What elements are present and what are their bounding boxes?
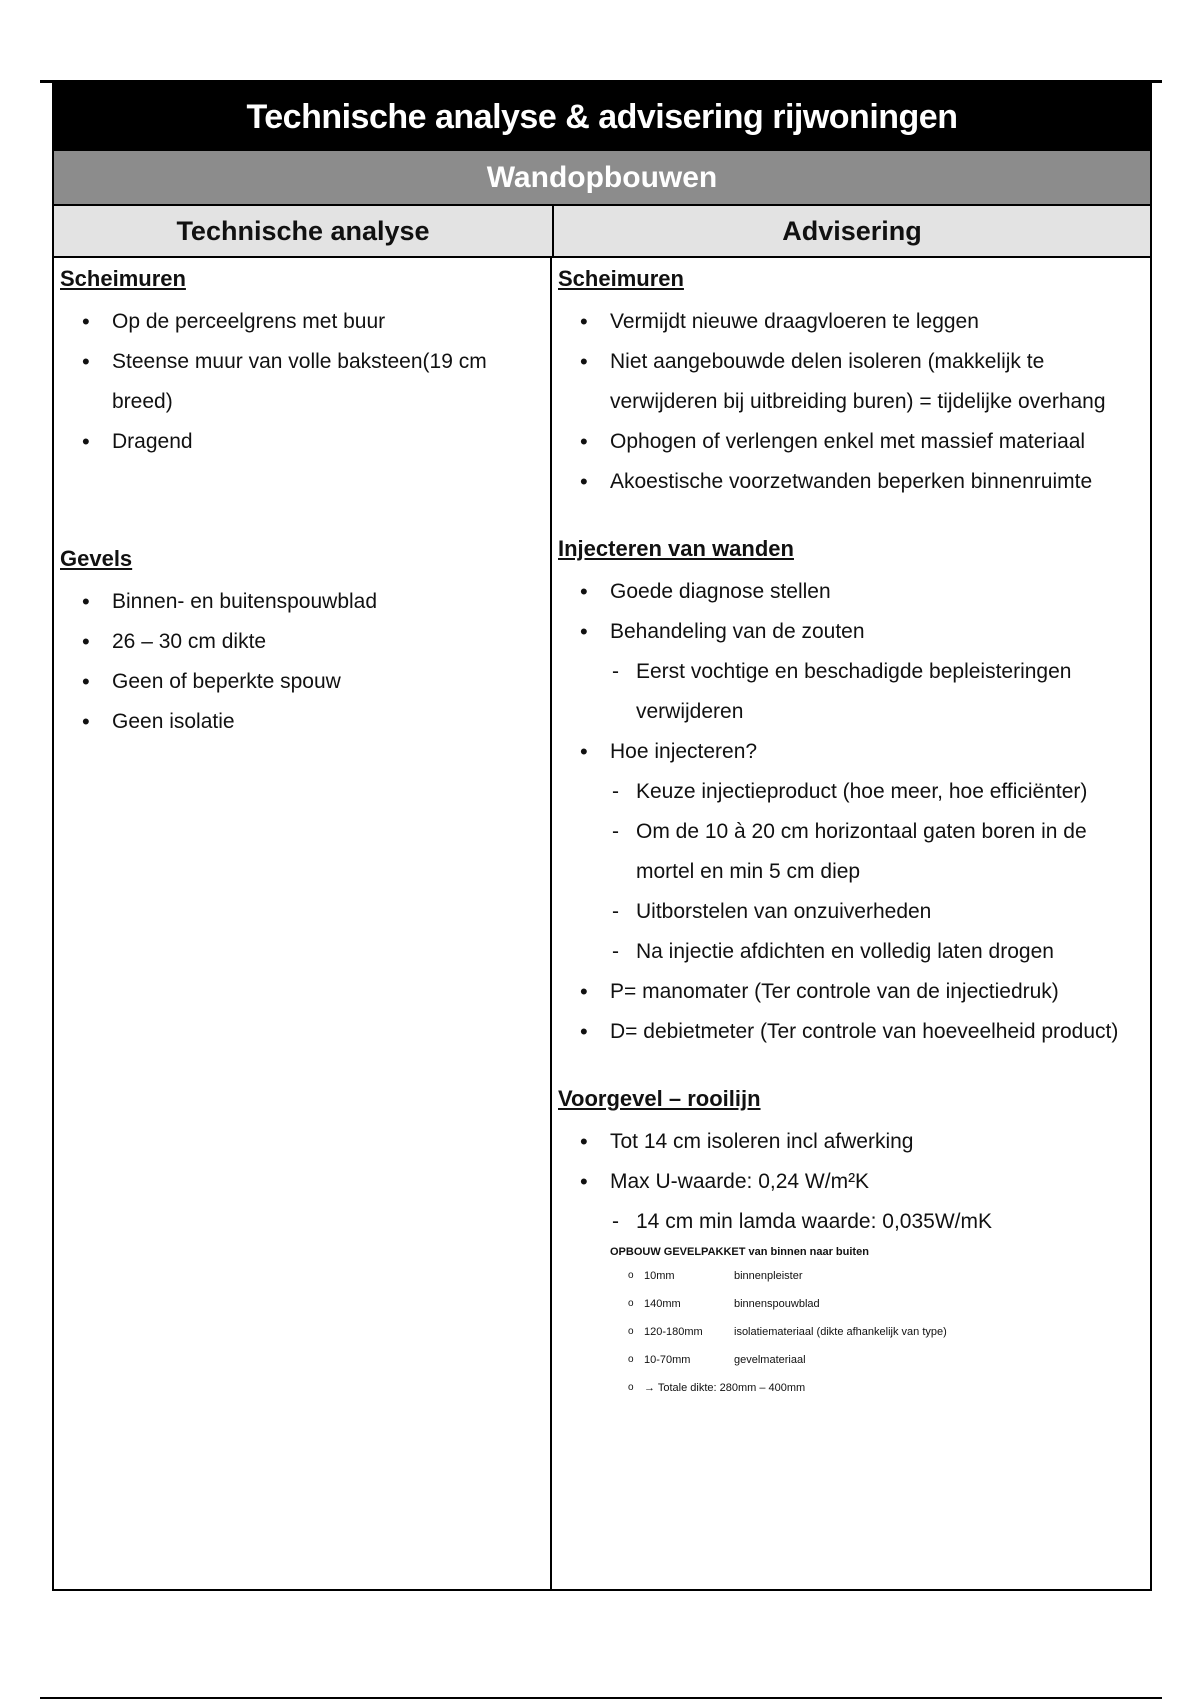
sub-list-item: - Uitborstelen van onzuiverheden: [610, 892, 1142, 932]
right-scheimuren-list: [558, 302, 1142, 502]
sub-list-item: - Keuze injectieproduct (hoe meer, hoe efficiënter): [610, 772, 1142, 812]
column-headers: [54, 206, 1150, 258]
list-item: • Akoestische voorzetwanden beperken binnenruimte: [558, 462, 1142, 502]
sub-list-item: - Eerst vochtige en beschadigde bepleisteringen verwijderen: [610, 652, 1142, 732]
list-item: • Geen of beperkte spouw: [60, 662, 544, 702]
layer-size: 120-180mm: [644, 1326, 703, 1338]
sub-list: [610, 652, 1142, 732]
advice-column: [552, 258, 1150, 1589]
list-item: • Steense muur van volle baksteen(19 cm breed): [60, 342, 544, 422]
list-item: • Tot 14 cm isoleren incl afwerking: [558, 1122, 1142, 1162]
list-item: • Niet aangebouwde delen isoleren (makkelijk te verwijderen bij uitbreiding buren) = tijdelijke overhang: [558, 342, 1142, 422]
right-scheimuren-heading: Scheimuren: [558, 266, 684, 291]
left-gevels-list: [60, 582, 544, 742]
analysis-column: [54, 258, 552, 1589]
list-item: • Binnen- en buitenspouwblad: [60, 582, 544, 622]
layer-size: 140mm: [644, 1298, 681, 1310]
column-header-advice: Advisering: [782, 215, 922, 246]
list-item: • Goede diagnose stellen: [558, 572, 1142, 612]
page-title: Technische analyse & advisering rijwoningen: [54, 84, 1150, 150]
list-item: [558, 1162, 1142, 1242]
table-body: [54, 258, 1150, 1589]
left-scheimuren-list: [60, 302, 544, 462]
list-item-text: Behandeling van de zouten: [610, 620, 865, 643]
sub-list: [610, 772, 1142, 972]
bottom-rule: [40, 1697, 1162, 1699]
list-item: • P= manomater (Ter controle van de injectiedruk): [558, 972, 1142, 1012]
gevelpakket-row: [610, 1290, 1142, 1318]
circle-bullet-icon: o: [628, 1382, 634, 1393]
layer-material: binnenpleister: [734, 1270, 803, 1282]
list-item: [558, 612, 1142, 732]
list-item: • Ophogen of verlengen enkel met massief materiaal: [558, 422, 1142, 462]
sub-list-item: - Na injectie afdichten en volledig laten drogen: [610, 932, 1142, 972]
gevelpakket-total-row: [610, 1374, 1142, 1402]
voorgevel-list: [558, 1122, 1142, 1242]
gevelpakket-block: [610, 1242, 1142, 1402]
layer-size: 10mm: [644, 1270, 675, 1282]
list-item: • Vermijdt nieuwe draagvloeren te leggen: [558, 302, 1142, 342]
layer-material: gevelmateriaal: [734, 1354, 806, 1366]
sub-list: [610, 1202, 1142, 1242]
voorgevel-heading: Voorgevel – rooilijn: [558, 1086, 761, 1111]
list-item-text: Max U-waarde: 0,24 W/m²K: [610, 1170, 870, 1193]
column-header-analysis: Technische analyse: [54, 206, 554, 256]
injecteren-heading: Injecteren van wanden: [558, 536, 794, 561]
layer-material: binnenspouwblad: [734, 1298, 820, 1310]
list-item: • D= debietmeter (Ter controle van hoeveelheid product): [558, 1012, 1142, 1052]
circle-bullet-icon: o: [628, 1354, 634, 1365]
section-subtitle: Wandopbouwen: [54, 150, 1150, 206]
left-scheimuren-heading: Scheimuren: [60, 266, 186, 291]
layer-material: isolatiemateriaal (dikte afhankelijk van type): [734, 1326, 947, 1338]
list-item-text: Hoe injecteren?: [610, 740, 758, 763]
gevelpakket-row: [610, 1346, 1142, 1374]
layer-size: 10-70mm: [644, 1354, 691, 1366]
injecteren-list: [558, 572, 1142, 1052]
circle-bullet-icon: o: [628, 1326, 634, 1337]
analysis-table: [52, 82, 1152, 1591]
gevelpakket-title: OPBOUW GEVELPAKKET van binnen naar buiten: [610, 1246, 869, 1258]
list-item: • Op de perceelgrens met buur: [60, 302, 544, 342]
sub-list-item: - 14 cm min lamda waarde: 0,035W/mK: [610, 1202, 1142, 1242]
list-item: • Geen isolatie: [60, 702, 544, 742]
gevelpakket-row: [610, 1318, 1142, 1346]
list-item: [558, 732, 1142, 972]
list-item: • 26 – 30 cm dikte: [60, 622, 544, 662]
circle-bullet-icon: o: [628, 1298, 634, 1309]
left-gevels-heading: Gevels: [60, 546, 133, 571]
total-thickness: → Totale dikte: 280mm – 400mm: [644, 1382, 806, 1394]
circle-bullet-icon: o: [628, 1270, 634, 1281]
list-item: • Dragend: [60, 422, 544, 462]
sub-list-item: - Om de 10 à 20 cm horizontaal gaten boren in de mortel en min 5 cm diep: [610, 812, 1142, 892]
gevelpakket-row: [610, 1262, 1142, 1290]
